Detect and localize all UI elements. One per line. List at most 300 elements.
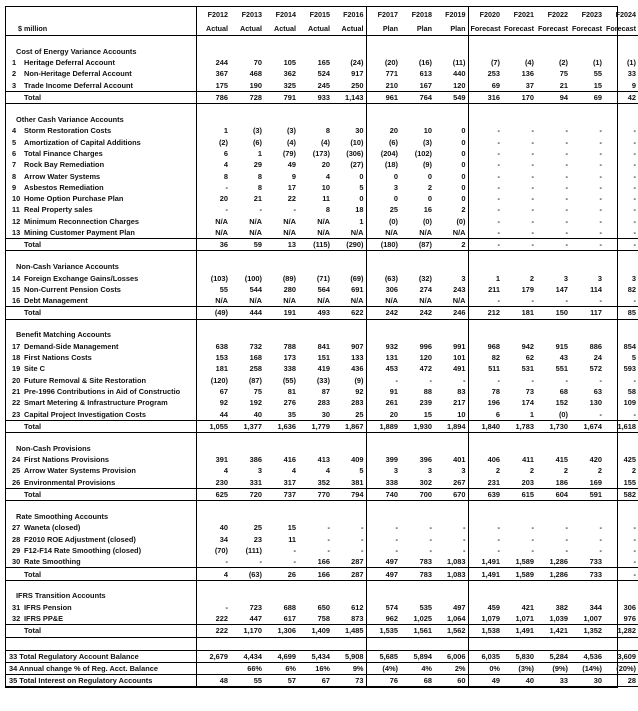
section-title: Non-Cash Variance Accounts bbox=[16, 261, 119, 271]
blank-cell bbox=[6, 307, 24, 319]
row-label: Demand-Side Management bbox=[24, 341, 119, 351]
blank-cell bbox=[502, 36, 536, 46]
value-cell: - bbox=[599, 296, 602, 306]
value-cell: 638 bbox=[196, 341, 230, 352]
value-cell: 11 bbox=[288, 534, 296, 544]
value-cell: 617 bbox=[283, 614, 296, 624]
value-cell: 1,867 bbox=[332, 420, 366, 432]
value-cell: 10 bbox=[457, 409, 466, 419]
value-cell: - bbox=[565, 182, 568, 192]
value-cell: 0 bbox=[461, 182, 466, 192]
value-cell: 2,679 bbox=[196, 650, 230, 662]
value-cell: 81 bbox=[287, 386, 296, 396]
blank-cell bbox=[536, 433, 570, 443]
value-cell: (204) bbox=[366, 148, 400, 159]
value-cell: 615 bbox=[502, 488, 536, 500]
value-cell: 723 bbox=[249, 602, 262, 612]
row-number: 23 bbox=[12, 409, 21, 419]
value-cell: 151 bbox=[317, 353, 330, 363]
value-cell: 3,609 bbox=[604, 650, 638, 662]
row-number: 17 bbox=[12, 341, 21, 351]
value-cell: 8 bbox=[325, 205, 330, 215]
value-cell: 612 bbox=[351, 602, 364, 612]
value-cell: 3 bbox=[461, 273, 466, 283]
value-cell: - bbox=[259, 205, 262, 215]
row-label: Smart Metering & Infrastructure Program bbox=[24, 398, 168, 408]
value-cell: 732 bbox=[249, 341, 262, 351]
value-cell: (290) bbox=[332, 239, 366, 251]
blank-cell bbox=[604, 45, 638, 57]
regulatory-accounts-table bbox=[5, 6, 636, 688]
value-cell: 9 bbox=[631, 80, 636, 90]
value-cell: - bbox=[531, 228, 534, 237]
table-row bbox=[6, 408, 638, 420]
value-cell: 4 bbox=[196, 159, 230, 170]
value-cell: 391 bbox=[196, 454, 230, 465]
value-cell: (63) bbox=[230, 568, 264, 580]
blank-cell bbox=[332, 433, 366, 443]
blank-cell bbox=[502, 510, 536, 522]
value-cell: 16 bbox=[423, 205, 432, 215]
value-cell: 16% bbox=[298, 662, 332, 674]
value-cell: 915 bbox=[555, 341, 568, 351]
table-row bbox=[6, 352, 638, 363]
blank-cell bbox=[570, 637, 604, 650]
value-cell: 491 bbox=[453, 364, 466, 374]
section-title: Benefit Matching Accounts bbox=[16, 330, 111, 340]
row-label: Trade Income Deferral Account bbox=[24, 80, 133, 90]
value-cell: N/A bbox=[196, 227, 230, 239]
value-cell: 591 bbox=[570, 488, 604, 500]
value-cell: (89) bbox=[282, 273, 296, 283]
value-cell: 453 bbox=[366, 363, 400, 374]
row-number: 5 bbox=[12, 137, 17, 147]
value-cell: 1,143 bbox=[332, 91, 366, 103]
blank-cell bbox=[196, 251, 230, 261]
blank-cell bbox=[230, 251, 264, 261]
value-cell: - bbox=[633, 296, 636, 306]
value-cell: 10 bbox=[321, 182, 330, 192]
section-title: IFRS Transition Accounts bbox=[16, 591, 106, 601]
value-cell: - bbox=[565, 194, 568, 204]
value-cell: - bbox=[429, 375, 432, 385]
blank-cell bbox=[196, 113, 230, 125]
value-cell: 18 bbox=[355, 205, 364, 215]
value-cell: - bbox=[531, 182, 534, 192]
value-cell: 728 bbox=[230, 91, 264, 103]
value-cell: 152 bbox=[555, 398, 568, 408]
value-cell: 20 bbox=[366, 408, 400, 420]
summary-row bbox=[6, 650, 638, 662]
value-cell: 691 bbox=[351, 284, 364, 294]
section-total-row bbox=[6, 91, 638, 103]
value-cell: 5,284 bbox=[536, 650, 570, 662]
value-cell: 5,830 bbox=[502, 650, 536, 662]
blank-cell bbox=[400, 104, 434, 114]
blank-cell bbox=[400, 501, 434, 511]
value-cell: 62 bbox=[525, 353, 534, 363]
value-cell: - bbox=[633, 557, 636, 567]
section-header-row bbox=[6, 260, 638, 272]
value-cell: - bbox=[463, 375, 466, 385]
value-cell: 44 bbox=[196, 408, 230, 420]
blank-cell bbox=[502, 104, 536, 114]
value-cell: 101 bbox=[453, 353, 466, 363]
unit-label: $ million bbox=[18, 23, 48, 33]
value-cell: 133 bbox=[351, 353, 364, 363]
value-cell: - bbox=[463, 523, 466, 533]
blank-cell bbox=[264, 580, 298, 590]
value-cell: 425 bbox=[623, 455, 636, 465]
blank-cell bbox=[264, 442, 298, 454]
row-label: Non-Current Pension Costs bbox=[24, 284, 121, 294]
blank-cell bbox=[366, 442, 400, 454]
table-row bbox=[6, 170, 638, 181]
blank-cell bbox=[468, 510, 502, 522]
value-cell: - bbox=[565, 137, 568, 147]
row-number: 3 bbox=[12, 80, 17, 90]
value-cell: 0 bbox=[461, 148, 466, 158]
value-cell: (20%) bbox=[604, 662, 638, 674]
value-cell: 764 bbox=[400, 91, 434, 103]
blank-cell bbox=[264, 510, 298, 522]
blank-cell bbox=[230, 329, 264, 341]
column-year-f2023: F2023 bbox=[581, 9, 602, 19]
value-cell: 338 bbox=[366, 477, 400, 489]
blank-cell bbox=[264, 319, 298, 329]
column-year-f2022: F2022 bbox=[547, 9, 568, 19]
blank-cell bbox=[570, 580, 604, 590]
value-cell: - bbox=[293, 205, 296, 215]
table-row bbox=[6, 227, 638, 239]
blank-cell bbox=[298, 442, 332, 454]
value-cell: - bbox=[531, 148, 534, 158]
value-cell: (27) bbox=[350, 160, 364, 170]
total-label: Total bbox=[24, 91, 196, 103]
row-number: 9 bbox=[12, 182, 17, 192]
value-cell: 3 bbox=[461, 466, 466, 476]
value-cell: - bbox=[531, 375, 534, 385]
value-cell: 15 bbox=[593, 80, 602, 90]
value-cell: - bbox=[599, 137, 602, 147]
value-cell: 67 bbox=[196, 386, 230, 397]
blank-cell bbox=[264, 36, 298, 46]
value-cell: 92 bbox=[196, 397, 230, 408]
value-cell: 3 bbox=[366, 182, 400, 193]
value-cell: 5 bbox=[359, 466, 364, 476]
value-cell: 1,491 bbox=[468, 556, 502, 568]
value-cell: - bbox=[468, 534, 502, 545]
value-cell: - bbox=[468, 227, 502, 239]
blank-cell bbox=[298, 501, 332, 511]
value-cell: 69 bbox=[468, 80, 502, 92]
value-cell: 1,025 bbox=[413, 614, 432, 624]
blank-cell bbox=[196, 501, 230, 511]
value-cell: 165 bbox=[317, 58, 330, 68]
value-cell: 737 bbox=[264, 488, 298, 500]
blank-cell bbox=[502, 590, 536, 602]
value-cell: 367 bbox=[196, 68, 230, 79]
value-cell: (9%) bbox=[536, 662, 570, 674]
value-cell: 409 bbox=[351, 455, 364, 465]
section-spacer bbox=[6, 104, 638, 114]
row-label: F2010 ROE Adjustment (closed) bbox=[24, 534, 136, 544]
row-number: 21 bbox=[12, 386, 21, 396]
value-cell: 6% bbox=[264, 662, 298, 674]
value-cell: 49 bbox=[287, 160, 296, 170]
value-cell: 511 bbox=[468, 363, 502, 374]
column-year-f2013: F2013 bbox=[241, 9, 262, 19]
value-cell: 733 bbox=[570, 568, 604, 580]
value-cell: 0 bbox=[366, 193, 400, 204]
value-cell: (0) bbox=[366, 216, 400, 227]
section-spacer bbox=[6, 36, 638, 46]
value-cell: 886 bbox=[589, 341, 602, 351]
value-cell: 261 bbox=[366, 397, 400, 408]
value-cell: 0 bbox=[359, 171, 364, 181]
value-cell: 3 bbox=[427, 466, 432, 476]
blank-cell bbox=[570, 590, 604, 602]
value-cell: - bbox=[599, 534, 602, 544]
value-cell: 1,894 bbox=[434, 420, 468, 432]
value-cell: 352 bbox=[317, 477, 330, 487]
row-number: 18 bbox=[12, 353, 21, 363]
blank-cell bbox=[434, 501, 468, 511]
value-cell: 1,377 bbox=[230, 420, 264, 432]
blank-cell bbox=[332, 442, 366, 454]
column-type-f2015: Actual bbox=[308, 23, 330, 33]
value-cell: - bbox=[633, 409, 636, 419]
value-cell: - bbox=[633, 205, 636, 215]
value-cell: (10) bbox=[350, 137, 364, 147]
blank-cell bbox=[604, 329, 638, 341]
row-number: 11 bbox=[12, 205, 20, 215]
value-cell: 362 bbox=[283, 69, 296, 79]
value-cell: 758 bbox=[317, 614, 330, 624]
value-cell: - bbox=[633, 545, 636, 555]
table-row bbox=[6, 272, 638, 283]
blank-cell bbox=[366, 260, 400, 272]
blank-cell bbox=[6, 568, 24, 580]
value-cell: 771 bbox=[366, 68, 400, 79]
value-cell: 770 bbox=[298, 488, 332, 500]
value-cell: 230 bbox=[196, 477, 230, 489]
blank-cell bbox=[434, 104, 468, 114]
value-cell: 316 bbox=[468, 91, 502, 103]
value-cell: 242 bbox=[400, 307, 434, 319]
blank-cell bbox=[230, 45, 264, 57]
value-cell: 2% bbox=[434, 662, 468, 674]
value-cell: 109 bbox=[623, 398, 636, 408]
value-cell: - bbox=[468, 204, 502, 215]
blank-cell bbox=[400, 260, 434, 272]
value-cell: 613 bbox=[419, 69, 432, 79]
blank-cell bbox=[604, 433, 638, 443]
value-cell: 3 bbox=[257, 466, 262, 476]
value-cell: - bbox=[463, 545, 466, 555]
value-cell: - bbox=[429, 545, 432, 555]
row-label: Storm Restoration Costs bbox=[24, 126, 112, 136]
value-cell: 267 bbox=[453, 477, 466, 487]
value-cell: - bbox=[327, 523, 330, 533]
blank-cell bbox=[196, 329, 230, 341]
blank-cell bbox=[468, 36, 502, 46]
value-cell: - bbox=[429, 534, 432, 544]
value-cell: 87 bbox=[321, 386, 330, 396]
row-label: F12-F14 Rate Smoothing (closed) bbox=[24, 545, 142, 555]
value-cell: - bbox=[633, 171, 636, 181]
value-cell: 283 bbox=[351, 398, 364, 408]
value-cell: 604 bbox=[536, 488, 570, 500]
value-cell: N/A bbox=[452, 228, 466, 237]
blank-cell bbox=[6, 637, 196, 650]
value-cell: - bbox=[429, 523, 432, 533]
value-cell: - bbox=[633, 216, 636, 226]
value-cell: - bbox=[468, 375, 502, 386]
value-cell: - bbox=[599, 409, 602, 419]
table-row bbox=[6, 397, 638, 408]
value-cell: 246 bbox=[434, 307, 468, 319]
value-cell: 196 bbox=[468, 397, 502, 408]
value-cell: 29 bbox=[253, 160, 262, 170]
blank-cell bbox=[434, 113, 468, 125]
value-cell: - bbox=[633, 126, 636, 136]
value-cell: 1,071 bbox=[515, 614, 534, 624]
row-number: 30 bbox=[12, 557, 21, 567]
value-cell: (173) bbox=[312, 148, 330, 158]
blank-cell bbox=[196, 433, 230, 443]
section-title: Cost of Energy Variance Accounts bbox=[16, 46, 137, 56]
value-cell: 92 bbox=[355, 386, 364, 396]
value-cell: 650 bbox=[317, 602, 330, 612]
value-cell: 20 bbox=[321, 160, 330, 170]
blank-cell bbox=[570, 433, 604, 443]
blank-cell bbox=[468, 637, 502, 650]
blank-cell bbox=[400, 510, 434, 522]
value-cell: - bbox=[366, 375, 400, 386]
total-label: Total bbox=[24, 307, 196, 319]
blank-cell bbox=[298, 104, 332, 114]
blank-cell bbox=[468, 104, 502, 114]
blank-cell bbox=[230, 36, 264, 46]
row-label: Waneta (closed) bbox=[24, 523, 81, 533]
blank-cell bbox=[536, 45, 570, 57]
blank-cell bbox=[604, 251, 638, 261]
value-cell: 1,730 bbox=[536, 420, 570, 432]
value-cell: 564 bbox=[317, 284, 330, 294]
value-cell: (87) bbox=[400, 239, 434, 251]
value-cell: N/A bbox=[419, 228, 432, 237]
value-cell: - bbox=[599, 126, 602, 136]
blank-cell bbox=[570, 104, 604, 114]
value-cell: 181 bbox=[196, 363, 230, 374]
blank-cell bbox=[502, 329, 536, 341]
value-cell: - bbox=[259, 557, 262, 567]
value-cell: 4 bbox=[196, 568, 230, 580]
value-cell: - bbox=[570, 239, 604, 251]
section-spacer bbox=[6, 319, 638, 329]
row-label: Amortization of Capital Additions bbox=[24, 137, 141, 147]
blank-cell bbox=[264, 501, 298, 511]
value-cell: N/A bbox=[317, 228, 330, 237]
value-cell: 5,908 bbox=[332, 650, 366, 662]
row-number: 25 bbox=[12, 466, 21, 476]
value-cell: 85 bbox=[604, 307, 638, 319]
value-cell: - bbox=[361, 534, 364, 544]
row-label: Site C bbox=[24, 364, 45, 374]
value-cell: 396 bbox=[419, 455, 432, 465]
row-number: 27 bbox=[12, 523, 21, 533]
value-cell: 551 bbox=[555, 364, 568, 374]
blank-cell bbox=[298, 260, 332, 272]
blank-cell bbox=[366, 580, 400, 590]
row-number: 7 bbox=[12, 160, 17, 170]
value-cell: (7) bbox=[468, 57, 502, 68]
value-cell: 59 bbox=[230, 239, 264, 251]
section-total-row bbox=[6, 488, 638, 500]
blank-cell bbox=[6, 501, 196, 511]
value-cell: 130 bbox=[589, 398, 602, 408]
blank-cell bbox=[6, 420, 24, 432]
summary-label: 33 Total Regulatory Account Balance bbox=[6, 650, 196, 662]
value-cell: 40 bbox=[502, 675, 536, 687]
value-cell: 114 bbox=[590, 284, 602, 294]
value-cell: - bbox=[468, 216, 502, 227]
blank-cell bbox=[434, 329, 468, 341]
value-cell: 245 bbox=[317, 80, 330, 90]
table-row bbox=[6, 136, 638, 147]
value-cell: 40 bbox=[253, 409, 262, 419]
value-cell: 181 bbox=[502, 307, 536, 319]
blank-cell bbox=[332, 637, 366, 650]
value-cell: 23 bbox=[253, 534, 262, 544]
row-label: Minimum Reconnection Charges bbox=[24, 216, 139, 226]
value-cell: 13 bbox=[264, 239, 298, 251]
value-cell: 166 bbox=[317, 557, 330, 567]
value-cell: 544 bbox=[249, 284, 262, 294]
value-cell: (2) bbox=[196, 136, 230, 147]
value-cell: 1,039 bbox=[549, 614, 568, 624]
blank-cell bbox=[502, 251, 536, 261]
value-cell: 33 bbox=[627, 69, 636, 79]
row-label: Environmental Provisions bbox=[24, 477, 116, 487]
blank-cell bbox=[604, 260, 638, 272]
value-cell: 1,589 bbox=[502, 568, 536, 580]
row-number: 10 bbox=[12, 194, 21, 204]
blank-cell bbox=[468, 319, 502, 329]
value-cell: 1,055 bbox=[196, 420, 230, 432]
value-cell: (3) bbox=[252, 126, 262, 136]
blank-cell bbox=[468, 113, 502, 125]
value-cell: - bbox=[196, 204, 230, 215]
blank-cell bbox=[6, 319, 196, 329]
blank-cell bbox=[536, 113, 570, 125]
value-cell: 287 bbox=[351, 557, 364, 567]
blank-cell bbox=[264, 45, 298, 57]
value-cell: - bbox=[565, 126, 568, 136]
value-cell: - bbox=[531, 126, 534, 136]
section-spacer bbox=[6, 580, 638, 590]
value-cell: 0% bbox=[468, 662, 502, 674]
blank-cell bbox=[434, 637, 468, 650]
blank-cell bbox=[400, 433, 434, 443]
value-cell: 1,783 bbox=[502, 420, 536, 432]
row-number: 1 bbox=[12, 58, 17, 68]
value-cell: N/A bbox=[419, 296, 432, 306]
value-cell: 1,352 bbox=[570, 625, 604, 637]
value-cell: 1,535 bbox=[366, 625, 400, 637]
blank-cell bbox=[196, 580, 230, 590]
